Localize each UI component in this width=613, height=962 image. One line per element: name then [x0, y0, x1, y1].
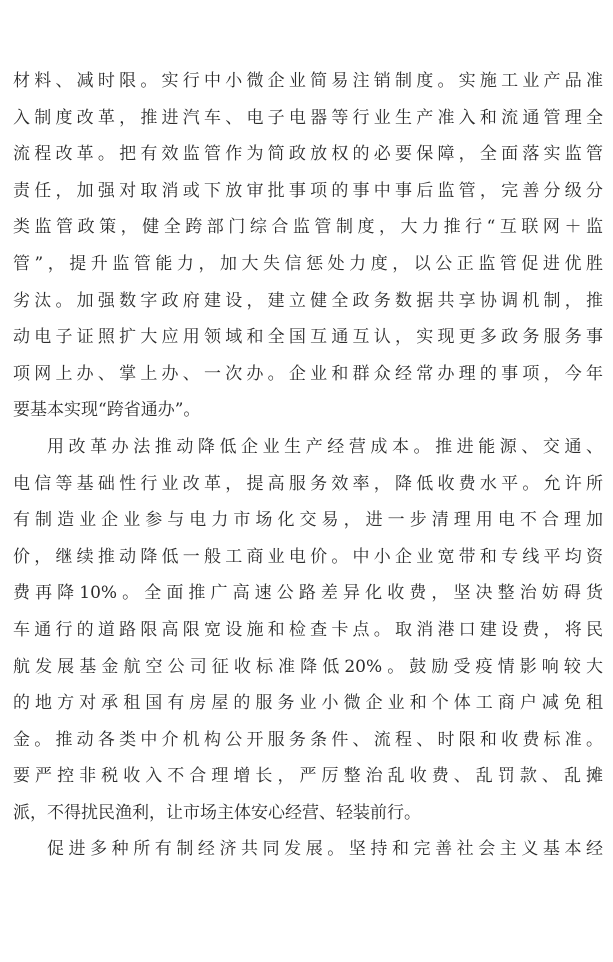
text-line: 入制度改革，推进汽车、电子电器等行业生产准入和流通管理全 [13, 107, 603, 128]
text-line: 派，不得扰民渔利，让市场主体安心经营、轻装前行。 [13, 802, 421, 823]
document-body [13, 63, 603, 868]
text-line: 的地方对承租国有房屋的服务业小微企业和个体工商户减免租 [13, 693, 603, 714]
text-line: 类监管政策，健全跨部门综合监管制度，大力推行“互联网＋监 [13, 217, 603, 238]
text-line: 金。推动各类中介机构公开服务条件、流程、时限和收费标准。 [13, 729, 603, 750]
text-line: 要基本实现“跨省通办”。 [13, 400, 201, 421]
paragraph-start-line: 促进多种所有制经济共同发展。坚持和完善社会主义基本经 [47, 839, 603, 860]
text-line: 项网上办、掌上办、一次办。企业和群众经常办理的事项，今年 [13, 363, 603, 384]
text-line: 流程改革。把有效监管作为简政放权的必要保障，全面落实监管 [13, 144, 603, 165]
paragraph-start-line: 用改革办法推动降低企业生产经营成本。推进能源、交通、 [47, 436, 603, 457]
text-line: 车通行的道路限高限宽设施和检查卡点。取消港口建设费，将民 [13, 619, 603, 640]
text-line: 航发展基金航空公司征收标准降低20%。鼓励受疫情影响较大 [13, 656, 603, 677]
text-line: 有制造业企业参与电力市场化交易，进一步清理用电不合理加 [13, 510, 603, 531]
text-line: 管”，提升监管能力，加大失信惩处力度，以公正监管促进优胜 [13, 253, 603, 274]
text-line: 材料、减时限。实行中小微企业简易注销制度。实施工业产品准 [13, 71, 603, 91]
text-line: 责任，加强对取消或下放审批事项的事中事后监管，完善分级分 [13, 180, 603, 201]
text-line: 电信等基础性行业改革，提高服务效率，降低收费水平。允许所 [13, 473, 603, 494]
text-line: 价，继续推动降低一般工商业电价。中小企业宽带和专线平均资 [13, 546, 603, 567]
text-line: 费再降10%。全面推广高速公路差异化收费，坚决整治妨碍货 [13, 583, 603, 604]
text-line: 要严控非税收入不合理增长，严厉整治乱收费、乱罚款、乱摊 [13, 766, 603, 787]
text-line: 动电子证照扩大应用领域和全国互通互认，实现更多政务服务事 [13, 327, 603, 348]
text-line: 劣汰。加强数字政府建设，建立健全政务数据共享协调机制，推 [13, 290, 603, 311]
